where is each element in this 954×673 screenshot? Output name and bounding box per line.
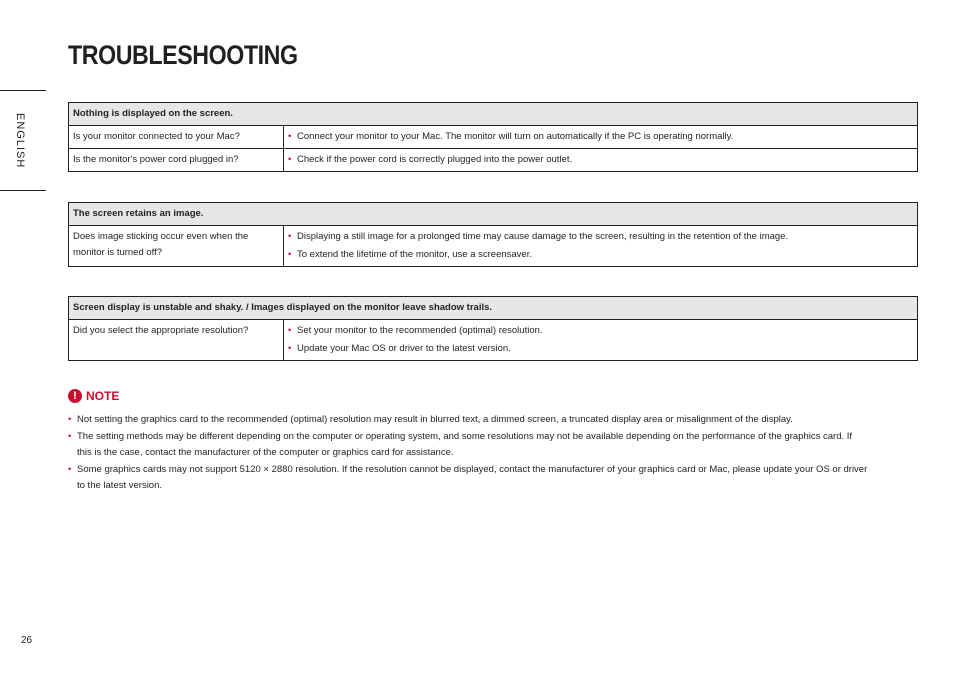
table-header-row <box>69 203 918 226</box>
answer-item: • Update your Mac OS or driver to the latest version. <box>288 341 913 357</box>
note-title: NOTE <box>86 389 120 403</box>
table-header: Screen display is unstable and shaky. / Images displayed on the monitor leave shadow trails. <box>69 297 918 320</box>
troubleshooting-table-unstable-display <box>68 296 918 361</box>
answer-item: • Connect your monitor to your Mac. The monitor will turn on automatically if the PC is operating normally. <box>288 129 913 145</box>
side-rule-bottom <box>0 190 46 191</box>
answer-cell <box>284 226 918 267</box>
answer-item: • Displaying a still image for a prolonged time may cause damage to the screen, resulting in the retention of the image. <box>288 229 913 245</box>
answer-cell <box>284 126 918 149</box>
table-header-row <box>69 103 918 126</box>
question-cell: Is the monitor's power cord plugged in? <box>69 149 284 172</box>
note-list <box>68 412 868 495</box>
exclamation-icon: ! <box>68 389 82 403</box>
note-item: • The setting methods may be different depending on the computer or operating system, and some resolutions may not be available depending on the performance of the graphics card. If this is the case, contact the manufacturer of the computer or graphics card for assistance. <box>68 429 868 461</box>
table-row <box>69 126 918 149</box>
troubleshooting-table-no-display <box>68 102 918 172</box>
table-row <box>69 149 918 172</box>
side-rule-top <box>0 90 46 91</box>
page-number: 26 <box>21 635 33 646</box>
answer-item: • Check if the power cord is correctly plugged into the power outlet. <box>288 152 913 168</box>
note-item: • Some graphics cards may not support 5120 × 2880 resolution. If the resolution cannot be displayed, contact the manufacturer of your graphics card or Mac, please update your OS or driver to the latest version. <box>68 462 868 494</box>
table-header-row <box>69 297 918 320</box>
language-label: ENGLISH <box>14 113 26 169</box>
answer-item: • To extend the lifetime of the monitor, use a screensaver. <box>288 247 913 263</box>
answer-cell <box>284 320 918 361</box>
table-row <box>69 320 918 361</box>
note-item: • Not setting the graphics card to the recommended (optimal) resolution may result in blurred text, a dimmed screen, a truncated display area or misalignment of the display. <box>68 412 868 428</box>
question-cell: Did you select the appropriate resolution? <box>69 320 284 361</box>
troubleshooting-table-image-retention <box>68 202 918 267</box>
table-header: The screen retains an image. <box>69 203 918 226</box>
question-cell: Does image sticking occur even when the monitor is turned off? <box>69 226 284 267</box>
table-header: Nothing is displayed on the screen. <box>69 103 918 126</box>
page-title: TROUBLESHOOTING <box>68 40 298 70</box>
question-cell: Is your monitor connected to your Mac? <box>69 126 284 149</box>
answer-item: • Set your monitor to the recommended (optimal) resolution. <box>288 323 913 339</box>
note-heading <box>68 389 119 403</box>
answer-cell <box>284 149 918 172</box>
table-row <box>69 226 918 267</box>
